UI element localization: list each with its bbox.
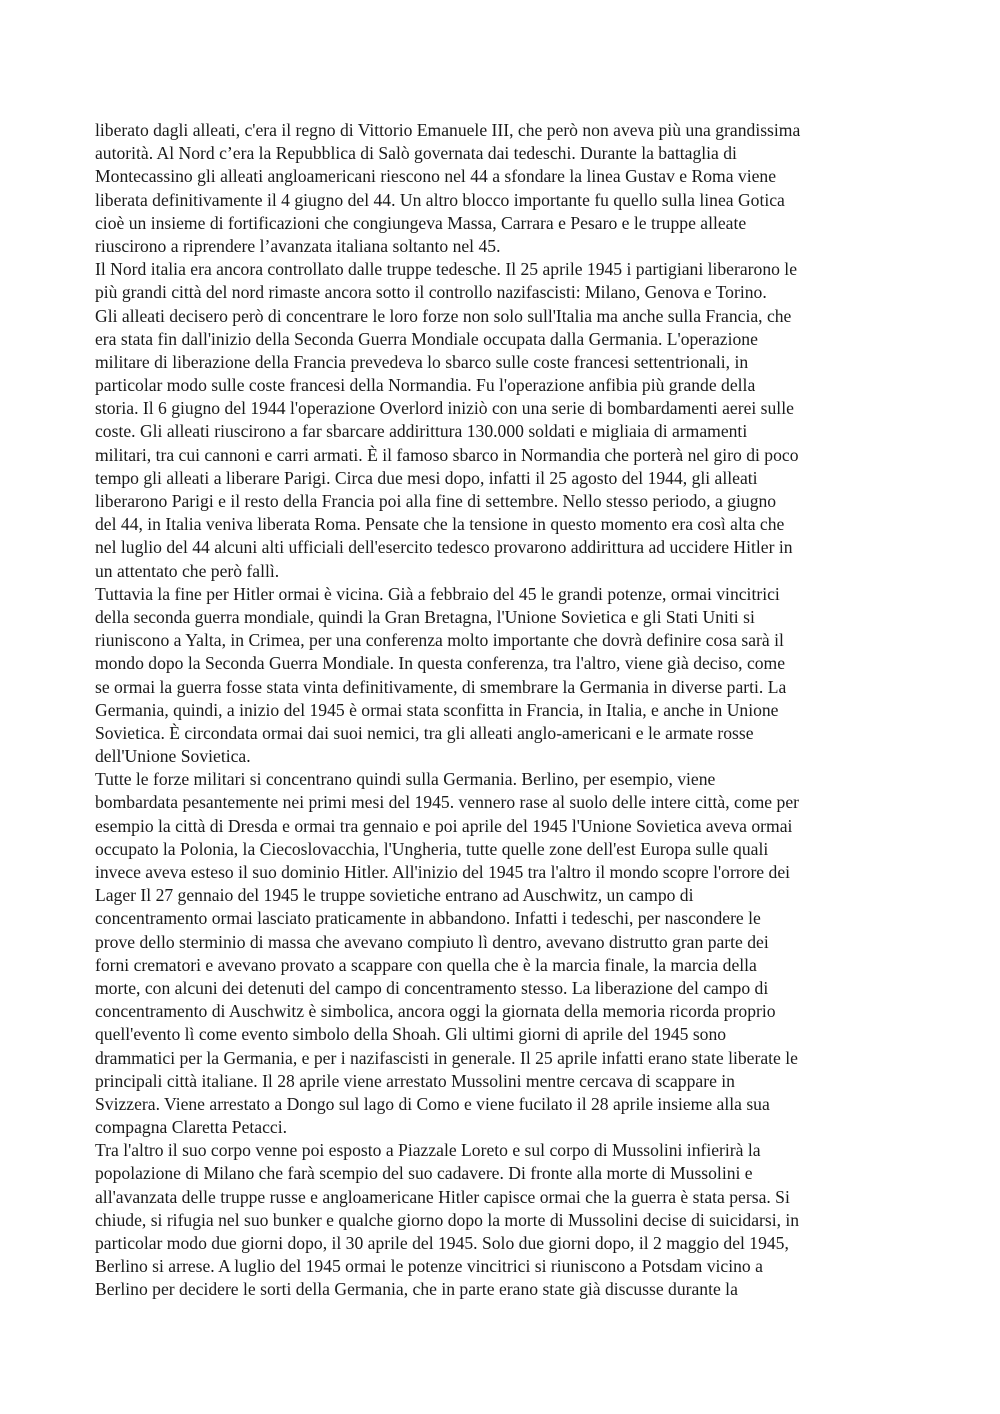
text-line: più grandi città del nord rimaste ancora sotto il controllo nazifascisti: Milano, Genova e Torino. <box>95 282 767 303</box>
text-line: concentramento di Auschwitz è simbolica, ancora oggi la giornata della memoria ricorda proprio <box>95 1001 776 1022</box>
text-line: drammatici per la Germania, e per i nazifascisti in generale. Il 25 aprile infatti erano state liberate le <box>95 1047 798 1068</box>
text-line: Tutte le forze militari si concentrano quindi sulla Germania. Berlino, per esempio, viene <box>95 769 716 790</box>
text-line: occupato la Polonia, la Ciecoslovacchia, l'Ungheria, tutte quelle zone dell'est Europa sulle quali <box>95 838 769 859</box>
text-line: cioè un insieme di fortificazioni che congiungeva Massa, Carrara e Pesaro e le truppe alleate <box>95 212 747 233</box>
text-line: quell'evento lì come evento simbolo della Shoah. Gli ultimi giorni di aprile del 1945 sono <box>95 1024 727 1045</box>
text-line: principali città italiane. Il 28 aprile viene arrestato Mussolini mentre cercava di scappare in <box>95 1070 735 1091</box>
text-line: tempo gli alleati a liberare Parigi. Circa due mesi dopo, infatti il 25 agosto del 1944, gli alleati <box>95 467 758 488</box>
text-line: particolar modo due giorni dopo, il 30 aprile del 1945. Solo due giorni dopo, il 2 maggio del 1945, <box>95 1233 789 1253</box>
text-line: riuscirono a riprendere l’avanzata italiana soltanto nel 45. <box>95 235 501 256</box>
text-line: un attentato che però fallì. <box>95 560 280 581</box>
body-text <box>95 119 907 1325</box>
text-line: Il Nord italia era ancora controllato dalle truppe tedesche. Il 25 aprile 1945 i partigiani liberarono le <box>95 259 798 280</box>
text-line: chiude, si rifugia nel suo bunker e qualche giorno dopo la morte di Mussolini decise di suicidarsi, in <box>95 1209 800 1230</box>
text-line: prove dello sterminio di massa che avevano compiuto lì dentro, avevano distrutto gran parte dei <box>95 931 769 952</box>
text-line: Lager Il 27 gennaio del 1945 le truppe sovietiche entrano ad Auschwitz, un campo di <box>95 885 694 906</box>
text-line: militare di liberazione della Francia prevedeva lo sbarco sulle coste francesi settentrionali, in <box>95 351 749 372</box>
text-line: all'avanzata delle truppe russe e angloamericane Hitler capisce ormai che la guerra è stata persa. Si <box>95 1186 790 1207</box>
text-line: invece aveva esteso il suo dominio Hitler. All'inizio del 1945 tra l'altro il mondo scopre l'orrore dei <box>95 862 791 882</box>
text-line: Montecassino gli alleati angloamericani riescono nel 44 a sfondare la linea Gustav e Roma viene <box>95 166 777 187</box>
text-line: autorità. Al Nord c’era la Repubblica di Salò governata dai tedeschi. Durante la battaglia di <box>95 143 737 164</box>
text-line: morte, con alcuni dei detenuti del campo di concentramento stesso. La liberazione del campo di <box>95 977 769 998</box>
document-page <box>95 119 907 1325</box>
text-line: riuniscono a Yalta, in Crimea, per una conferenza molto importante che dovrà definire cosa sarà il <box>95 630 784 651</box>
text-line: particolar modo sulle coste francesi della Normandia. Fu l'operazione anfibia più grande della <box>95 375 756 396</box>
text-line: forni crematori e avevano provato a scappare con quella che è la marcia finale, la marcia della <box>95 954 757 975</box>
text-line: del 44, in Italia veniva liberata Roma. Pensate che la tensione in questo momento era così alta che <box>95 514 785 535</box>
text-line: Berlino si arrese. A luglio del 1945 ormai le potenze vincitrici si riuniscono a Potsdam vicino a <box>95 1256 763 1277</box>
text-line: storia. Il 6 giugno del 1944 l'operazione Overlord iniziò con una serie di bombardamenti aerei sulle <box>95 398 794 419</box>
text-line: militari, tra cui cannoni e carri armati. È il famoso sbarco in Normandia che porterà nel giro di poco <box>95 444 799 465</box>
text-line: liberato dagli alleati, c'era il regno di Vittorio Emanuele III, che però non aveva più una grandissima <box>95 120 801 140</box>
text-line: popolazione di Milano che farà scempio del suo cadavere. Di fronte alla morte di Mussolini e <box>95 1163 753 1184</box>
text-line: esempio la città di Dresda e ormai tra gennaio e poi aprile del 1945 l'Unione Sovietica aveva ormai <box>95 815 793 836</box>
text-line <box>95 1302 907 1325</box>
text-line: mondo dopo la Seconda Guerra Mondiale. In questa conferenza, tra l'altro, viene già deciso, come <box>95 653 786 674</box>
text-line: compagna Claretta Petacci. <box>95 1117 287 1138</box>
text-line: Gli alleati decisero però di concentrare le loro forze non solo sull'Italia ma anche sulla Francia, che <box>95 305 792 326</box>
text-line: liberata definitivamente il 4 giugno del 44. Un altro blocco importante fu quello sulla linea Gotica <box>95 189 785 210</box>
text-line: Tra l'altro il suo corpo venne poi esposto a Piazzale Loreto e sul corpo di Mussolini infierirà la <box>95 1140 761 1161</box>
text-line: Tuttavia la fine per Hitler ormai è vicina. Già a febbraio del 45 le grandi potenze, ormai vincitrici <box>95 583 780 604</box>
text-line: dell'Unione Sovietica. <box>95 746 251 767</box>
text-line: Sovietica. È circondata ormai dai suoi nemici, tra gli alleati anglo-americani e le armate rosse <box>95 722 754 743</box>
text-line: della seconda guerra mondiale, quindi la Gran Bretagna, l'Unione Sovietica e gli Stati Uniti si <box>95 606 755 627</box>
text-line: Berlino per decidere le sorti della Germania, che in parte erano state già discusse durante la <box>95 1279 738 1300</box>
text-line: se ormai la guerra fosse stata vinta definitivamente, di smembrare la Germania in diverse parti. La <box>95 676 787 697</box>
text-line: liberarono Parigi e il resto della Francia poi alla fine di settembre. Nello stesso periodo, a giugno <box>95 491 777 511</box>
text-line: bombardata pesantemente nei primi mesi del 1945. vennero rase al suolo delle intere città, come per <box>95 792 799 813</box>
text-line: era stata fin dall'inizio della Seconda Guerra Mondiale occupata dalla Germania. L'operazione <box>95 328 758 349</box>
text-line: Germania, quindi, a inizio del 1945 è ormai stata sconfitta in Francia, in Italia, e anche in Unione <box>95 699 779 720</box>
text-line: nel luglio del 44 alcuni alti ufficiali dell'esercito tedesco provarono addirittura ad uccidere Hitler in <box>95 537 793 558</box>
text-line: Svizzera. Viene arrestato a Dongo sul lago di Como e viene fucilato il 28 aprile insieme alla sua <box>95 1093 770 1114</box>
text-line: concentramento ormai lasciato praticamente in abbandono. Infatti i tedeschi, per nascondere le <box>95 908 761 929</box>
text-line: coste. Gli alleati riuscirono a far sbarcare addirittura 130.000 soldati e migliaia di armamenti <box>95 421 748 442</box>
